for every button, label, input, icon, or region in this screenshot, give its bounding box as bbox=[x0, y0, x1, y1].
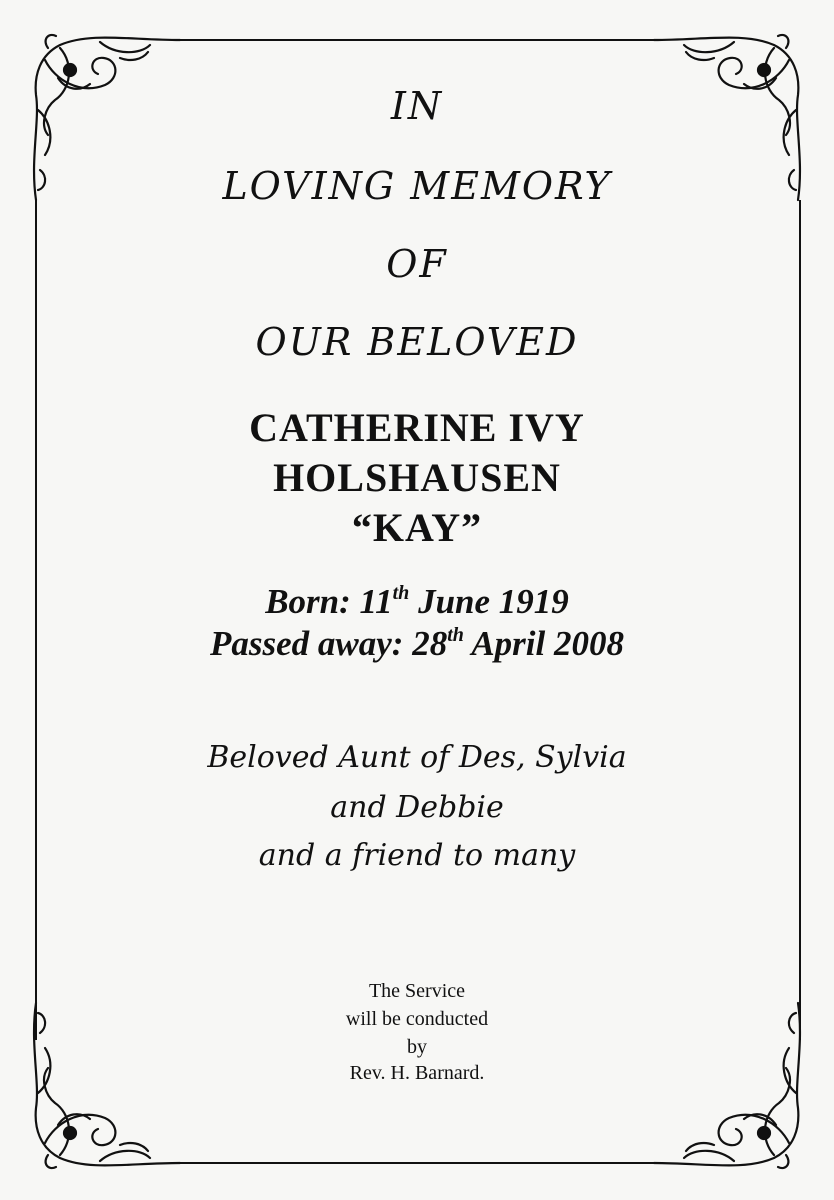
service-line-2: will be conducted bbox=[345, 1008, 489, 1030]
deceased-nickname: “KAY” bbox=[351, 505, 483, 550]
service-line-1: The Service bbox=[368, 980, 466, 1002]
heading-in: IN bbox=[390, 84, 444, 128]
born-label: Born: bbox=[265, 582, 351, 621]
born-month-year: June 1919 bbox=[418, 582, 569, 621]
born-date bbox=[0, 582, 834, 622]
dedication-line-2: and Debbie bbox=[330, 790, 504, 825]
service-line-3: by bbox=[407, 1036, 427, 1058]
deceased-name-first: CATHERINE IVY bbox=[249, 405, 585, 450]
heading-loving-memory: LOVING MEMORY bbox=[222, 164, 612, 208]
passed-day: 28th bbox=[412, 624, 464, 663]
born-day: 11th bbox=[359, 582, 410, 621]
dedication-line-1: Beloved Aunt of Des, Sylvia bbox=[207, 740, 627, 775]
deceased-name-last: HOLSHAUSEN bbox=[273, 455, 561, 500]
heading-our-beloved: OUR BELOVED bbox=[255, 320, 579, 364]
passed-month-year: April 2008 bbox=[471, 624, 624, 663]
passed-label: Passed away: bbox=[209, 624, 404, 663]
service-officiant: Rev. H. Barnard. bbox=[349, 1062, 485, 1084]
passed-date bbox=[0, 624, 834, 664]
heading-of: OF bbox=[386, 242, 448, 286]
dedication-line-3: and a friend to many bbox=[258, 838, 576, 873]
